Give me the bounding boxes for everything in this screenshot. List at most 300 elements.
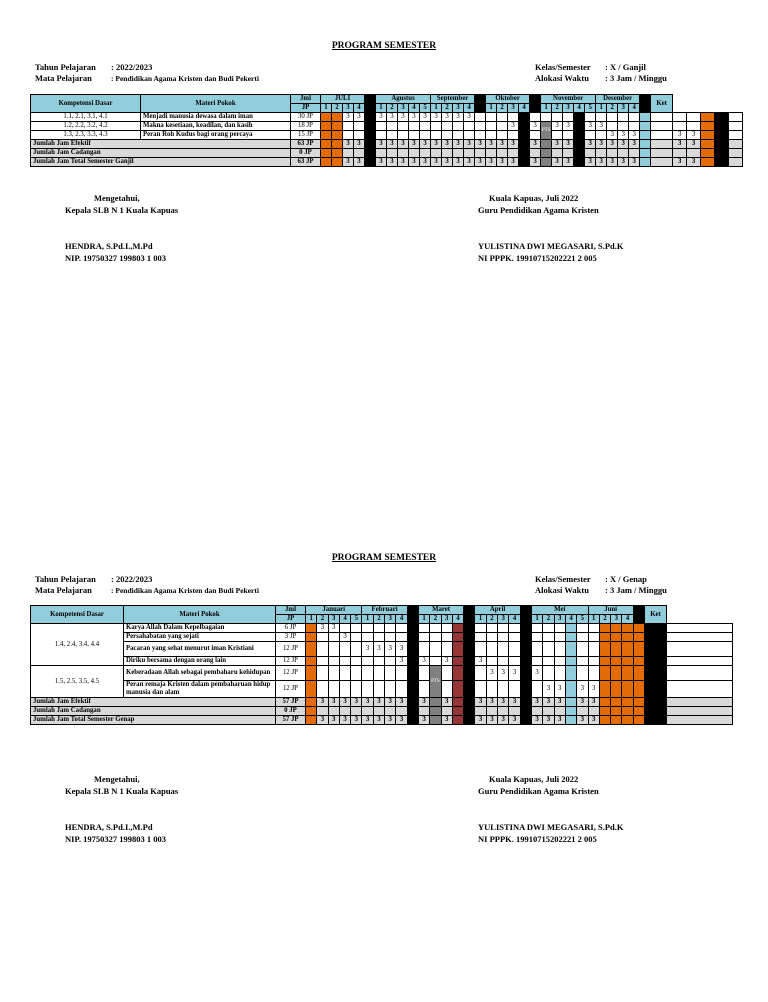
week-value: 3 bbox=[618, 131, 629, 140]
week-cell bbox=[409, 122, 420, 131]
break-cell bbox=[640, 113, 651, 122]
week-cell bbox=[509, 633, 520, 642]
week-cell bbox=[339, 642, 350, 657]
week-cell bbox=[554, 633, 565, 642]
week-cell bbox=[343, 122, 354, 131]
separator-cell bbox=[519, 122, 530, 131]
holiday-cell bbox=[321, 158, 332, 167]
week-cell bbox=[486, 624, 497, 633]
week-value: 3 bbox=[328, 698, 339, 707]
col-jml-header: Jml bbox=[291, 95, 321, 104]
week-cell bbox=[385, 657, 396, 666]
week-value: 3 bbox=[420, 113, 431, 122]
holiday-cell bbox=[633, 698, 644, 707]
month-header: Mei bbox=[531, 606, 588, 615]
holiday-cell bbox=[611, 716, 622, 725]
week-value: 3 bbox=[554, 716, 565, 725]
separator-cell bbox=[407, 606, 418, 624]
week-value: 3 bbox=[354, 113, 365, 122]
jp-cell: 12 JP bbox=[276, 657, 306, 666]
week-cell bbox=[453, 122, 464, 131]
week-cell bbox=[362, 624, 373, 633]
materi-cell: Peran remaja Kristen dalam pembaharuan hidup manusia dan alam bbox=[124, 681, 276, 698]
break-cell bbox=[452, 698, 463, 707]
week-cell bbox=[618, 149, 629, 158]
week-value: 3 bbox=[596, 158, 607, 167]
week-number: 4 bbox=[452, 615, 463, 624]
week-cell bbox=[420, 149, 431, 158]
week-cell bbox=[486, 642, 497, 657]
week-number: 2 bbox=[430, 615, 441, 624]
guru-title: Guru Pendidikan Agama Kristen bbox=[478, 205, 599, 215]
week-cell bbox=[328, 633, 339, 642]
kd-cell: 1.4, 2.4, 3.4, 4.4 bbox=[31, 624, 124, 666]
ket-cell bbox=[728, 122, 742, 131]
week-value: 3 bbox=[441, 657, 452, 666]
col-ket-header: Ket bbox=[651, 95, 673, 113]
break-cell bbox=[452, 657, 463, 666]
separator-cell bbox=[365, 95, 376, 113]
week-value: 3 bbox=[343, 113, 354, 122]
summary-jp: 57 JP bbox=[276, 716, 306, 725]
separator-cell bbox=[519, 140, 530, 149]
week-value: 3 bbox=[629, 140, 640, 149]
week-cell bbox=[577, 633, 588, 642]
week-value: 3 bbox=[453, 140, 464, 149]
week-cell bbox=[418, 633, 429, 642]
separator-cell bbox=[519, 149, 530, 158]
holiday-cell bbox=[611, 681, 622, 698]
kepala-title: Kepala SLB N 1 Kuala Kapuas bbox=[65, 786, 179, 796]
week-value: 3 bbox=[687, 131, 701, 140]
holiday-cell bbox=[611, 624, 622, 633]
week-cell bbox=[418, 707, 429, 716]
week-cell bbox=[317, 666, 328, 681]
week-cell bbox=[475, 681, 486, 698]
week-cell bbox=[486, 131, 497, 140]
guru-name: YULISTINA DWI MEGASARI, S.Pd.K bbox=[478, 241, 624, 251]
week-cell bbox=[373, 707, 384, 716]
week-value: 3 bbox=[351, 698, 362, 707]
week-cell bbox=[387, 131, 398, 140]
week-cell bbox=[687, 122, 701, 131]
week-cell bbox=[585, 131, 596, 140]
week-cell bbox=[442, 122, 453, 131]
week-value: 3 bbox=[563, 158, 574, 167]
week-cell bbox=[441, 666, 452, 681]
week-cell bbox=[317, 633, 328, 642]
week-value: 3 bbox=[373, 698, 384, 707]
week-value: 3 bbox=[441, 698, 452, 707]
week-cell bbox=[385, 624, 396, 633]
week-value: 3 bbox=[577, 716, 588, 725]
mengetahui-text: Mengetahui, bbox=[94, 193, 140, 203]
week-value: 3 bbox=[396, 698, 407, 707]
week-cell bbox=[441, 681, 452, 698]
holiday-cell bbox=[599, 642, 610, 657]
week-number: 2 bbox=[552, 104, 563, 113]
week-value: 3 bbox=[585, 122, 596, 131]
holiday-cell bbox=[306, 698, 317, 707]
week-cell bbox=[475, 122, 486, 131]
week-value: 3 bbox=[328, 716, 339, 725]
ket-cell bbox=[728, 158, 742, 167]
week-value: 3 bbox=[618, 140, 629, 149]
col-ket-header: Ket bbox=[645, 606, 667, 624]
holiday-cell bbox=[633, 666, 644, 681]
week-cell bbox=[420, 122, 431, 131]
week-value: 3 bbox=[629, 131, 640, 140]
week-cell bbox=[354, 131, 365, 140]
week-value: 3 bbox=[498, 698, 509, 707]
separator-cell bbox=[464, 716, 475, 725]
separator-cell bbox=[715, 131, 729, 140]
week-cell bbox=[596, 113, 607, 122]
week-value: 3 bbox=[475, 158, 486, 167]
separator-cell bbox=[519, 131, 530, 140]
week-cell bbox=[343, 131, 354, 140]
holiday-cell bbox=[611, 707, 622, 716]
break-cell bbox=[640, 122, 651, 131]
holiday-cell bbox=[622, 681, 633, 698]
holiday-cell bbox=[306, 633, 317, 642]
week-value: 3 bbox=[396, 642, 407, 657]
separator-cell bbox=[520, 642, 531, 657]
week-cell bbox=[543, 624, 554, 633]
separator-cell bbox=[365, 158, 376, 167]
holiday-cell bbox=[633, 624, 644, 633]
jp-cell: 3 JP bbox=[276, 633, 306, 642]
break-cell bbox=[452, 681, 463, 698]
week-value: 3 bbox=[373, 642, 384, 657]
break-cell bbox=[565, 716, 576, 725]
col-kd-header: Kompetensi Dasar bbox=[31, 95, 141, 113]
week-value: 3 bbox=[588, 716, 599, 725]
alokasi-label: Alokasi Waktu bbox=[535, 73, 589, 83]
week-value: 3 bbox=[354, 140, 365, 149]
week-cell bbox=[543, 633, 554, 642]
holiday-cell bbox=[306, 681, 317, 698]
break-cell bbox=[452, 716, 463, 725]
header-left bbox=[35, 62, 259, 84]
summary-jp: 57 JP bbox=[276, 698, 306, 707]
week-cell bbox=[486, 657, 497, 666]
week-cell bbox=[354, 122, 365, 131]
week-cell bbox=[554, 666, 565, 681]
separator-cell bbox=[645, 698, 667, 707]
week-cell bbox=[396, 633, 407, 642]
week-value: 3 bbox=[453, 158, 464, 167]
week-value: 3 bbox=[431, 140, 442, 149]
separator-cell bbox=[645, 633, 667, 642]
week-cell bbox=[339, 681, 350, 698]
holiday-cell bbox=[701, 140, 715, 149]
week-value: 3 bbox=[420, 140, 431, 149]
kepala-nip: NIP. 19750327 199803 1 003 bbox=[65, 253, 166, 263]
week-value: 3 bbox=[563, 122, 574, 131]
separator-cell bbox=[464, 657, 475, 666]
week-cell bbox=[385, 633, 396, 642]
week-value: 3 bbox=[409, 113, 420, 122]
ket-cell bbox=[728, 149, 742, 158]
week-value: 3 bbox=[464, 113, 475, 122]
month-header: Februari bbox=[362, 606, 407, 615]
alokasi-value: : 3 Jam / Minggu bbox=[605, 585, 667, 595]
week-cell bbox=[607, 122, 618, 131]
week-cell bbox=[563, 131, 574, 140]
week-cell bbox=[651, 113, 673, 122]
week-value: 3 bbox=[687, 140, 701, 149]
exam-cell bbox=[430, 698, 441, 707]
week-cell bbox=[431, 131, 442, 140]
week-cell bbox=[577, 624, 588, 633]
week-cell bbox=[339, 707, 350, 716]
holiday-cell bbox=[306, 707, 317, 716]
holiday-cell bbox=[701, 158, 715, 167]
break-cell bbox=[565, 666, 576, 681]
holiday-cell bbox=[321, 149, 332, 158]
exam-cell bbox=[430, 716, 441, 725]
week-value: 3 bbox=[673, 131, 687, 140]
week-number: 2 bbox=[317, 615, 328, 624]
week-value: 3 bbox=[687, 158, 701, 167]
week-number: 3 bbox=[453, 104, 464, 113]
col-jml-header: Jml bbox=[276, 606, 306, 615]
holiday-cell bbox=[633, 716, 644, 725]
holiday-cell bbox=[599, 698, 610, 707]
week-value: 3 bbox=[317, 624, 328, 633]
holiday-cell bbox=[701, 113, 715, 122]
break-cell bbox=[452, 642, 463, 657]
week-cell bbox=[687, 149, 701, 158]
week-number: 1 bbox=[475, 615, 486, 624]
week-cell bbox=[554, 642, 565, 657]
week-value: 3 bbox=[596, 122, 607, 131]
exam-cell bbox=[430, 707, 441, 716]
week-cell bbox=[585, 149, 596, 158]
week-cell bbox=[554, 624, 565, 633]
place-date: Kuala Kapuas, Juli 2022 bbox=[489, 193, 579, 203]
week-number: 2 bbox=[486, 615, 497, 624]
week-cell bbox=[543, 657, 554, 666]
week-number: 3 bbox=[441, 615, 452, 624]
week-number: 4 bbox=[565, 615, 576, 624]
week-cell bbox=[577, 666, 588, 681]
week-cell bbox=[543, 707, 554, 716]
ket-cell bbox=[667, 633, 733, 642]
week-value: 3 bbox=[339, 716, 350, 725]
exam-cell bbox=[541, 149, 552, 158]
week-number: 4 bbox=[574, 104, 585, 113]
kelas-label: Kelas/Semester bbox=[535, 574, 591, 584]
week-number: 2 bbox=[497, 104, 508, 113]
week-cell bbox=[552, 131, 563, 140]
week-number: 1 bbox=[376, 104, 387, 113]
separator-cell bbox=[645, 716, 667, 725]
holiday-cell bbox=[306, 642, 317, 657]
week-number: 5 bbox=[577, 615, 588, 624]
week-cell bbox=[673, 149, 687, 158]
week-number: 4 bbox=[629, 104, 640, 113]
week-cell bbox=[351, 681, 362, 698]
week-cell bbox=[328, 642, 339, 657]
week-value: 3 bbox=[442, 113, 453, 122]
separator-cell bbox=[715, 113, 729, 122]
separator-cell bbox=[407, 666, 418, 681]
mengetahui-text: Mengetahui, bbox=[94, 774, 140, 784]
separator-cell bbox=[645, 666, 667, 681]
week-number: 2 bbox=[387, 104, 398, 113]
week-cell bbox=[509, 657, 520, 666]
separator-cell bbox=[574, 149, 585, 158]
week-value: 3 bbox=[420, 158, 431, 167]
separator-cell bbox=[464, 606, 475, 624]
kepala-name: HENDRA, S.Pd.I.,M.Pd bbox=[65, 822, 153, 832]
break-cell bbox=[565, 681, 576, 698]
break-cell bbox=[565, 657, 576, 666]
week-cell bbox=[430, 624, 441, 633]
week-cell bbox=[475, 149, 486, 158]
week-number: 2 bbox=[373, 615, 384, 624]
week-value: 3 bbox=[577, 698, 588, 707]
jp-cell: 6 JP bbox=[276, 624, 306, 633]
tahun-value: : 2022/2023 bbox=[111, 574, 153, 584]
week-cell bbox=[317, 657, 328, 666]
holiday-cell bbox=[599, 633, 610, 642]
break-cell bbox=[565, 698, 576, 707]
materi-cell: Persahabatan yang sejati bbox=[124, 633, 276, 642]
holiday-cell bbox=[633, 707, 644, 716]
week-cell bbox=[531, 642, 542, 657]
week-value: 3 bbox=[385, 716, 396, 725]
holiday-cell bbox=[332, 158, 343, 167]
week-value: 3 bbox=[486, 140, 497, 149]
summary-label: Jumlah Jam Cadangan bbox=[31, 707, 276, 716]
holiday-cell bbox=[599, 716, 610, 725]
header-right bbox=[535, 574, 667, 596]
separator-cell bbox=[464, 707, 475, 716]
week-cell bbox=[541, 113, 552, 122]
separator-cell bbox=[365, 131, 376, 140]
ket-cell bbox=[667, 624, 733, 633]
week-cell bbox=[498, 624, 509, 633]
month-header: JULI bbox=[321, 95, 365, 104]
week-value: 3 bbox=[464, 158, 475, 167]
week-cell bbox=[430, 642, 441, 657]
holiday-cell bbox=[306, 716, 317, 725]
week-number: 4 bbox=[339, 615, 350, 624]
week-number: 3 bbox=[508, 104, 519, 113]
separator-cell bbox=[475, 95, 486, 113]
holiday-cell bbox=[622, 657, 633, 666]
page-title: PROGRAM SEMESTER bbox=[331, 553, 437, 563]
week-cell bbox=[629, 122, 640, 131]
holiday-cell bbox=[701, 122, 715, 131]
week-cell bbox=[430, 633, 441, 642]
week-cell bbox=[588, 666, 599, 681]
week-number: 3 bbox=[343, 104, 354, 113]
week-value: 3 bbox=[328, 624, 339, 633]
holiday-cell bbox=[622, 633, 633, 642]
week-cell bbox=[362, 681, 373, 698]
week-cell bbox=[362, 657, 373, 666]
materi-cell: Menjadi manusia dewasa dalam iman bbox=[141, 113, 291, 122]
separator-cell bbox=[365, 113, 376, 122]
week-number: 1 bbox=[588, 615, 599, 624]
week-cell bbox=[453, 131, 464, 140]
week-value: 3 bbox=[418, 698, 429, 707]
week-cell bbox=[497, 131, 508, 140]
week-value: 3 bbox=[362, 642, 373, 657]
week-number: 4 bbox=[409, 104, 420, 113]
summary-jp: 63 JP bbox=[291, 158, 321, 167]
ket-cell bbox=[667, 666, 733, 681]
week-cell bbox=[588, 707, 599, 716]
separator-cell bbox=[464, 666, 475, 681]
week-cell bbox=[552, 149, 563, 158]
week-cell bbox=[651, 140, 673, 149]
mapel-label: Mata Pelajaran bbox=[35, 585, 92, 595]
week-cell bbox=[588, 624, 599, 633]
separator-cell bbox=[574, 122, 585, 131]
week-value: 3 bbox=[498, 716, 509, 725]
week-value: 3 bbox=[530, 122, 541, 131]
ket-cell bbox=[667, 716, 733, 725]
header-right bbox=[535, 62, 667, 84]
month-header: April bbox=[475, 606, 520, 615]
week-value: 3 bbox=[396, 657, 407, 666]
break-cell bbox=[452, 666, 463, 681]
separator-cell bbox=[520, 666, 531, 681]
week-number: 2 bbox=[332, 104, 343, 113]
jp-cell: 12 JP bbox=[276, 681, 306, 698]
week-cell bbox=[486, 707, 497, 716]
week-value: 3 bbox=[596, 140, 607, 149]
kd-cell: 1.1, 2.1, 3.1, 4.1 bbox=[31, 113, 141, 122]
week-cell bbox=[673, 113, 687, 122]
week-value: 3 bbox=[351, 716, 362, 725]
week-number: 1 bbox=[362, 615, 373, 624]
holiday-cell bbox=[332, 113, 343, 122]
week-value: 3 bbox=[362, 716, 373, 725]
week-cell bbox=[441, 633, 452, 642]
week-value: 3 bbox=[398, 140, 409, 149]
week-value: 3 bbox=[554, 681, 565, 698]
holiday-cell bbox=[599, 681, 610, 698]
week-value: 3 bbox=[543, 681, 554, 698]
kd-cell: 1.5, 2.5, 3.5, 4.5 bbox=[31, 666, 124, 698]
summary-label: Jumlah Jam Efektif bbox=[31, 698, 276, 707]
header-left bbox=[35, 574, 259, 596]
week-value: 3 bbox=[497, 158, 508, 167]
week-number: 4 bbox=[622, 615, 633, 624]
mapel-value: : Pendidikan Agama Kristen dan Budi Pekerti bbox=[111, 74, 259, 83]
week-value: 3 bbox=[607, 158, 618, 167]
holiday-cell bbox=[611, 698, 622, 707]
week-cell bbox=[339, 666, 350, 681]
week-number: 4 bbox=[354, 104, 365, 113]
col-jp-header: JP bbox=[276, 615, 306, 624]
separator-cell bbox=[530, 95, 541, 113]
materi-cell: Diriku bersama dengan orang lain bbox=[124, 657, 276, 666]
schedule-table-ganjil bbox=[30, 94, 743, 167]
mapel-value: : Pendidikan Agama Kristen dan Budi Pekerti bbox=[111, 586, 259, 595]
week-cell bbox=[651, 149, 673, 158]
week-value: 3 bbox=[362, 698, 373, 707]
break-cell bbox=[452, 707, 463, 716]
week-value: 3 bbox=[530, 140, 541, 149]
month-header: September bbox=[431, 95, 475, 104]
